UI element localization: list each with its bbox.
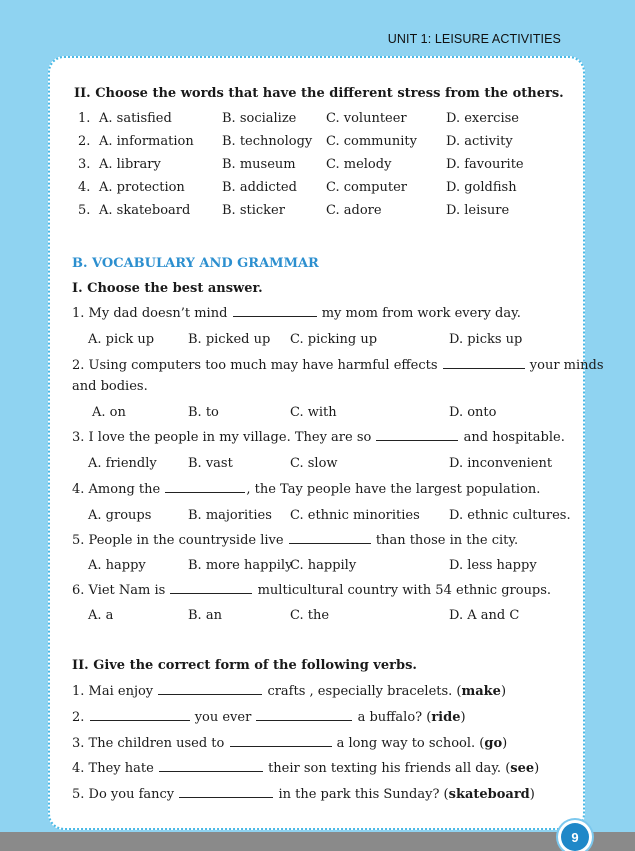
- footer-bar: [0, 832, 635, 851]
- question-text: 4. They hate: [72, 761, 154, 776]
- option-d: D. favourite: [446, 157, 524, 172]
- option-a: A. pick up: [88, 332, 155, 347]
- question-4: [72, 482, 540, 497]
- question-text: and hospitable.: [463, 430, 565, 445]
- option-b: B. more happily: [188, 558, 293, 573]
- option-a: A. happy: [88, 558, 146, 573]
- item-number: 5.: [78, 203, 91, 218]
- option-c: C. with: [290, 405, 337, 420]
- option-c: C. community: [326, 134, 417, 149]
- option-d: D. ethnic cultures.: [449, 508, 571, 523]
- question-text: their son texting his friends all day. (: [268, 761, 511, 776]
- item-number: 1.: [78, 111, 91, 126]
- question-text: ): [502, 736, 508, 751]
- question-text: ): [529, 787, 535, 802]
- question-text: 2. Using computers too much may have harmful effects: [72, 358, 438, 373]
- question-text: 3. I love the people in my village. They are so: [72, 430, 372, 445]
- verb-hint: make: [461, 684, 501, 699]
- question-text: ): [500, 684, 507, 699]
- question-text: a long way to school. (: [336, 736, 485, 751]
- option-d: D. goldfish: [446, 180, 517, 195]
- verb-hint: skateboard: [448, 787, 530, 802]
- answer-blank: [170, 583, 252, 594]
- option-b: B. an: [188, 608, 222, 623]
- answer-blank: [289, 533, 371, 544]
- question-text: 5. People in the countryside live: [72, 533, 284, 548]
- question-text: a buffalo? (: [357, 710, 432, 725]
- question-text: 2.: [72, 710, 85, 725]
- answer-blank: [165, 482, 245, 493]
- option-c: C. slow: [290, 456, 338, 471]
- question-text: you ever: [194, 710, 252, 725]
- question-text: ): [534, 761, 540, 776]
- question-text: my mom from work every day.: [321, 306, 521, 321]
- question-6: [72, 583, 551, 598]
- question-2-continuation: and bodies.: [72, 379, 148, 394]
- question-text: ): [460, 710, 466, 725]
- option-d: D. exercise: [446, 111, 519, 126]
- option-b: B. vast: [188, 456, 233, 471]
- answer-blank: [90, 710, 190, 721]
- question-1: [72, 306, 521, 321]
- option-a: A. satisfied: [99, 111, 172, 126]
- answer-blank: [443, 358, 525, 369]
- option-c: C. melody: [326, 157, 392, 172]
- answer-blank: [256, 710, 352, 721]
- question-text: your minds: [529, 358, 604, 373]
- page-number-badge: 9: [561, 823, 589, 851]
- item-number: 2.: [78, 134, 91, 149]
- option-d: D. A and C: [449, 608, 520, 623]
- answer-blank: [230, 736, 332, 747]
- option-b: B. technology: [222, 134, 313, 149]
- option-b: B. socialize: [222, 111, 297, 126]
- option-c: C. picking up: [290, 332, 378, 347]
- option-b: B. sticker: [222, 203, 285, 218]
- question-3: [72, 430, 565, 445]
- option-a: A. protection: [99, 180, 185, 195]
- question-text: multicultural country with 54 ethnic groups.: [257, 583, 552, 598]
- question-text: crafts , especially bracelets. (: [267, 684, 462, 699]
- option-b: B. museum: [222, 157, 296, 172]
- option-a: A. skateboard: [99, 203, 191, 218]
- verb-form-title: II. Give the correct form of the following verbs.: [72, 658, 417, 673]
- verb-hint: see: [510, 761, 535, 776]
- option-b: B. addicted: [222, 180, 297, 195]
- item-number: 4.: [78, 180, 91, 195]
- option-d: D. inconvenient: [449, 456, 553, 471]
- option-a: A. on: [92, 405, 126, 420]
- verb-question-2: [72, 710, 466, 725]
- option-c: C. ethnic minorities: [290, 508, 420, 523]
- option-a: A. library: [99, 157, 161, 172]
- verb-question-3: [72, 736, 507, 751]
- question-text: than those in the city.: [375, 533, 519, 548]
- item-number: 3.: [78, 157, 91, 172]
- question-text: 6. Viet Nam is: [72, 583, 166, 598]
- question-text: 1. My dad doesn’t mind: [72, 306, 228, 321]
- option-d: D. leisure: [446, 203, 510, 218]
- option-b: B. majorities: [188, 508, 272, 523]
- answer-blank: [376, 430, 458, 441]
- answer-blank: [179, 787, 273, 798]
- answer-blank: [158, 684, 262, 695]
- option-c: C. adore: [326, 203, 382, 218]
- option-d: D. less happy: [449, 558, 537, 573]
- question-text: 3. The children used to: [72, 736, 225, 751]
- verb-hint: ride: [431, 710, 461, 725]
- option-d: D. onto: [449, 405, 497, 420]
- option-a: A. groups: [88, 508, 152, 523]
- question-5: [72, 533, 518, 548]
- question-text: 4. Among the: [72, 482, 161, 497]
- verb-question-4: [72, 761, 539, 776]
- verb-question-1: [72, 684, 506, 699]
- option-d: D. activity: [446, 134, 513, 149]
- unit-header: UNIT 1: LEISURE ACTIVITIES: [387, 32, 561, 46]
- option-c: C. the: [290, 608, 330, 623]
- stress-section-title: II. Choose the words that have the different stress from the others.: [74, 86, 564, 101]
- option-c: C. computer: [326, 180, 408, 195]
- option-a: A. a: [88, 608, 114, 623]
- question-text: , the Tay people have the largest population.: [246, 482, 541, 497]
- choose-answer-title: I. Choose the best answer.: [72, 281, 263, 296]
- question-text: in the park this Sunday? (: [278, 787, 449, 802]
- question-text: 1. Mai enjoy: [72, 684, 154, 699]
- verb-question-5: [72, 787, 535, 802]
- option-c: C. volunteer: [326, 111, 407, 126]
- answer-blank: [233, 306, 317, 317]
- option-a: A. information: [99, 134, 194, 149]
- question-text: 5. Do you fancy: [72, 787, 175, 802]
- option-a: A. friendly: [88, 456, 157, 471]
- option-b: B. to: [188, 405, 219, 420]
- answer-blank: [159, 761, 263, 772]
- vocab-section-title: B. VOCABULARY AND GRAMMAR: [72, 256, 319, 271]
- option-d: D. picks up: [449, 332, 523, 347]
- question-2: [72, 358, 604, 373]
- option-c: C. happily: [290, 558, 357, 573]
- option-b: B. picked up: [188, 332, 271, 347]
- verb-hint: go: [484, 736, 503, 751]
